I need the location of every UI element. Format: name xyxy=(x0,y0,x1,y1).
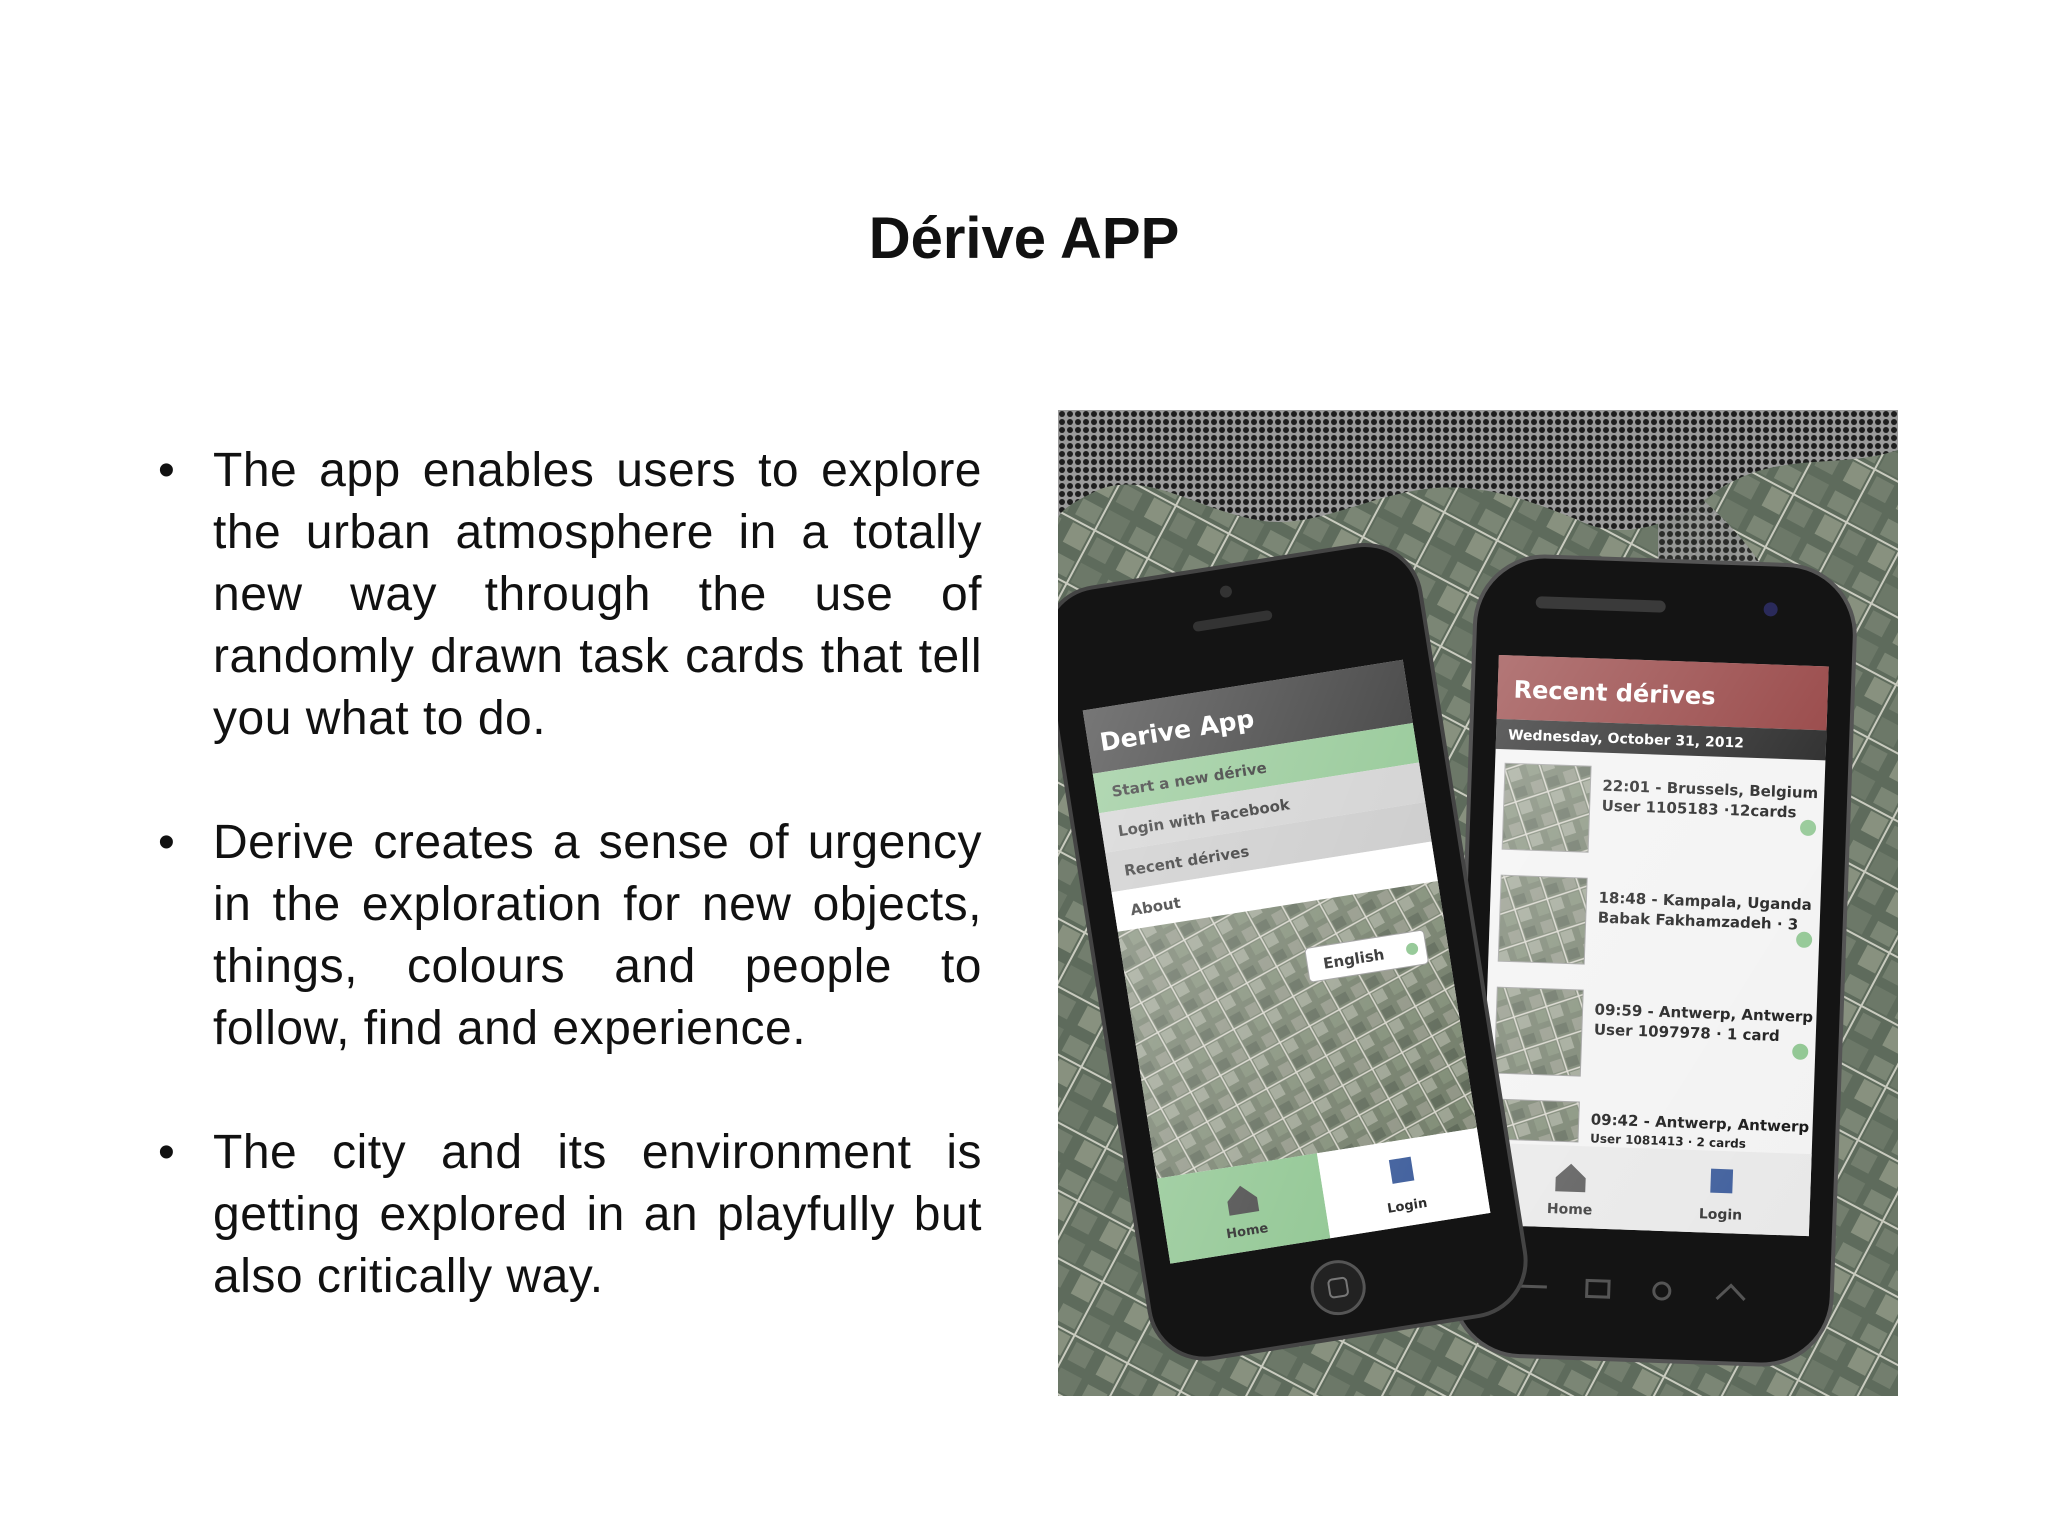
bullet-item xyxy=(158,812,982,1060)
phones-illustration xyxy=(1058,410,1898,1396)
bullet-list xyxy=(158,440,982,1370)
bullet-symbol: • xyxy=(158,444,175,497)
app-screenshot-figure xyxy=(1058,410,1898,1396)
bullet-text: Derive creates a sense of urgency in the exploration for new objects, things, colours and people to follow, find and experience. xyxy=(213,816,982,1055)
bullet-symbol: • xyxy=(158,816,175,869)
bullet-text: The city and its environment is getting explored in an playfully but also critically way. xyxy=(213,1126,982,1303)
bullet-symbol: • xyxy=(158,1126,175,1179)
bullet-item xyxy=(158,440,982,750)
slide-title: Dérive APP xyxy=(868,206,1180,271)
bullet-text: The app enables users to explore the urban atmosphere in a totally new way through the use of randomly drawn task cards that tell you what to do. xyxy=(213,444,982,745)
screen-glare xyxy=(1479,655,1829,1236)
bullet-item xyxy=(158,1122,982,1308)
